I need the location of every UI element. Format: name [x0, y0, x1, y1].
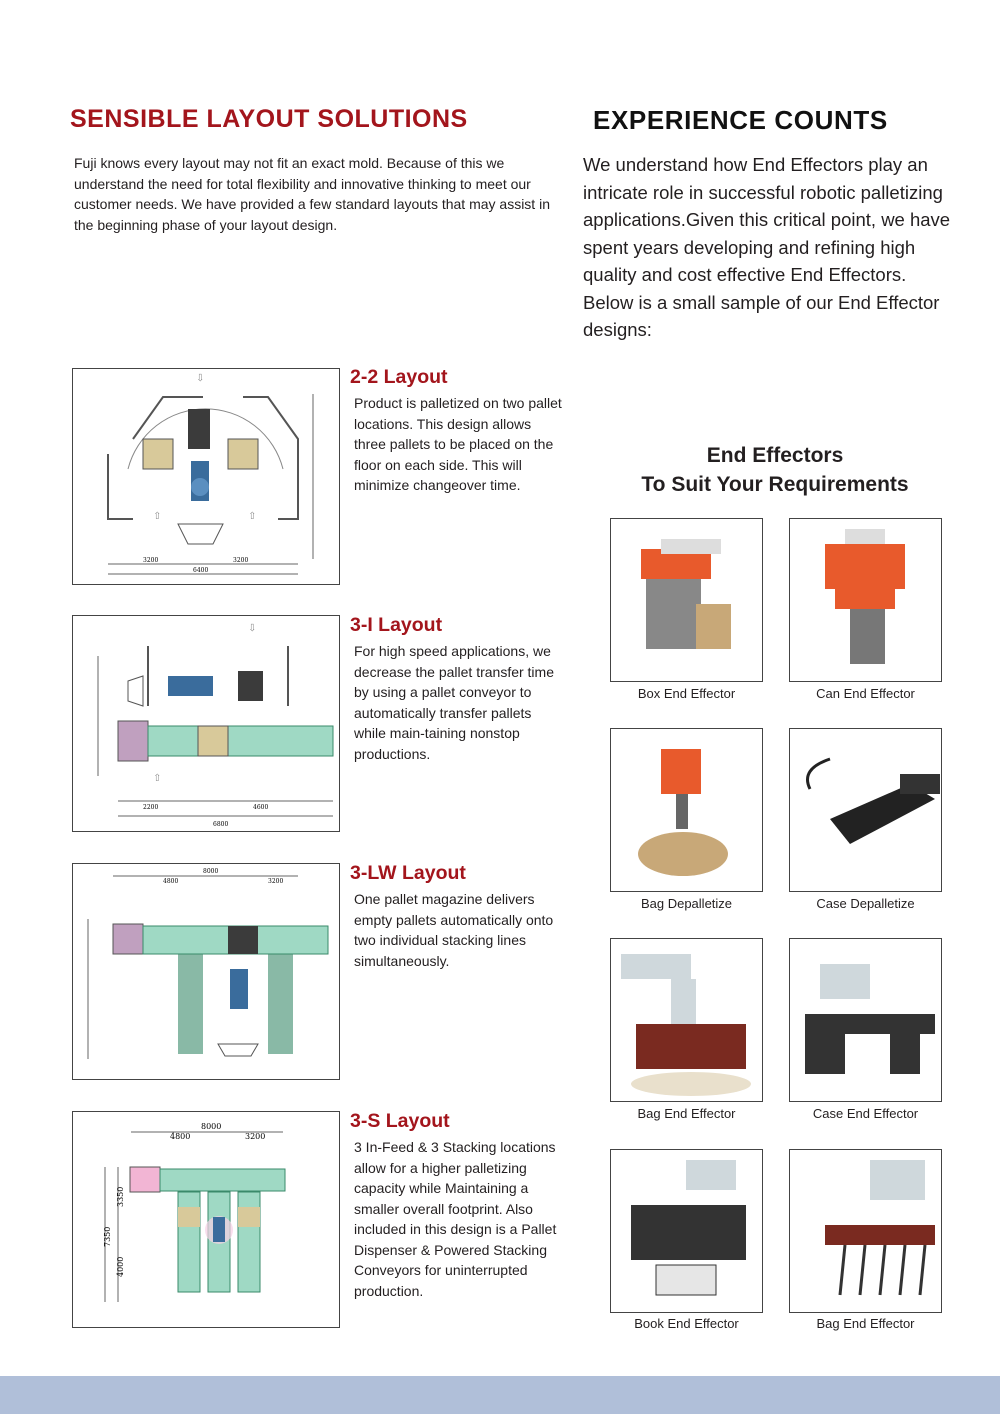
dim-total: 6400: [193, 567, 209, 574]
effector-caption: Bag End Effector: [816, 1316, 915, 1331]
svg-text:⇩: ⇩: [248, 623, 257, 634]
footer-band: [0, 1376, 1000, 1414]
layout-3-s-title: 3-S Layout: [350, 1110, 450, 1132]
right-heading: EXPERIENCE COUNTS: [593, 105, 888, 135]
svg-text:⇧: ⇧: [248, 511, 257, 522]
case-end-effector-photo: [789, 938, 942, 1102]
dim-total: 8000: [203, 868, 219, 875]
svg-text:⇩: ⇩: [196, 373, 205, 384]
effector-caption: Box End Effector: [637, 686, 736, 701]
layout-3-s-diagram: [72, 1111, 340, 1328]
layout-2-2-diagram: [72, 368, 340, 585]
effector-caption: Case Depalletize: [816, 896, 915, 911]
dim-b: 3200: [233, 557, 249, 564]
bag-end-effector-photo: [789, 1149, 942, 1313]
layout-3-lw-diagram: [72, 863, 340, 1080]
layout-3-i-diagram: [72, 615, 340, 832]
bag-end-effector-photo: [610, 938, 763, 1102]
dim-h3: 4000: [116, 1256, 125, 1277]
layout-intro: Fuji knows every layout may not fit an exact mold. Because of this we understand the need for total flexibility and innovative thinking to meet our customer needs. We have provided a few standard layouts that may assist in the beginning phase of your layout design.: [74, 155, 550, 233]
effector-caption: Bag End Effector: [637, 1106, 736, 1121]
dim-total: 6800: [213, 821, 229, 828]
end-effectors-title-line1: End Effectors: [706, 444, 844, 467]
case-depalletize-photo: [789, 728, 942, 892]
layout-3-lw-desc: One pallet magazine delivers empty pallets automatically onto two individual stacking lines simultaneously.: [354, 891, 554, 969]
layout-3-i-desc: For high speed applications, we decrease the pallet transfer time by using a pallet conveyor to automatically transfer pallets while main-taining nonstop productions.: [354, 643, 554, 762]
can-end-effector-photo: [789, 518, 942, 682]
experience-intro: We understand how End Effectors play an intricate role in successful robotic palletizing applications.Given this critical point, we have spent years developing and refining high quality and cost effective End Effectors. Below is a small sample of our End Effector designs:: [583, 154, 951, 340]
effector-caption: Can End Effector: [816, 686, 915, 701]
dim-a: 2200: [143, 804, 159, 811]
book-end-effector-photo: [610, 1149, 763, 1313]
layout-3-i-title: 3-I Layout: [350, 614, 443, 636]
layout-3-lw-title: 3-LW Layout: [350, 862, 466, 884]
svg-text:⇧: ⇧: [153, 773, 162, 784]
dim-b: 3200: [268, 878, 284, 885]
svg-text:⇧: ⇧: [153, 511, 162, 522]
bag-depalletize-photo: [610, 728, 763, 892]
effector-caption: Case End Effector: [812, 1106, 919, 1121]
effector-caption: Bag Depalletize: [640, 896, 733, 911]
layout-2-2-desc: Product is palletized on two pallet locations. This design allows three pallets to be placed on the floor on each side. This will minimize changeover time.: [354, 395, 562, 493]
end-effectors-title-line2: To Suit Your Requirements: [641, 473, 909, 496]
left-heading: SENSIBLE LAYOUT SOLUTIONS: [70, 105, 468, 133]
dim-a: 4800: [170, 1132, 191, 1141]
dim-b: 3200: [245, 1132, 266, 1141]
end-effectors-title: [590, 441, 960, 499]
layout-2-2-title: 2-2 Layout: [350, 366, 448, 388]
dim-a: 3200: [143, 557, 159, 564]
dim-a: 4800: [163, 878, 179, 885]
box-end-effector-photo: [610, 518, 763, 682]
dim-total: 8000: [201, 1122, 222, 1131]
dim-b: 4600: [253, 804, 269, 811]
dim-h1: 3350: [116, 1186, 125, 1207]
layout-3-s-desc: 3 In-Feed & 3 Stacking locations allow for a higher palletizing capacity while Maintaining a smaller overall footprint. Also included in this design is a Pallet Dispenser & Powered Stacking Conveyors for uninterrupted production.: [354, 1139, 557, 1299]
dim-h2: 7350: [103, 1226, 112, 1247]
effector-caption: Book End Effector: [634, 1316, 739, 1331]
